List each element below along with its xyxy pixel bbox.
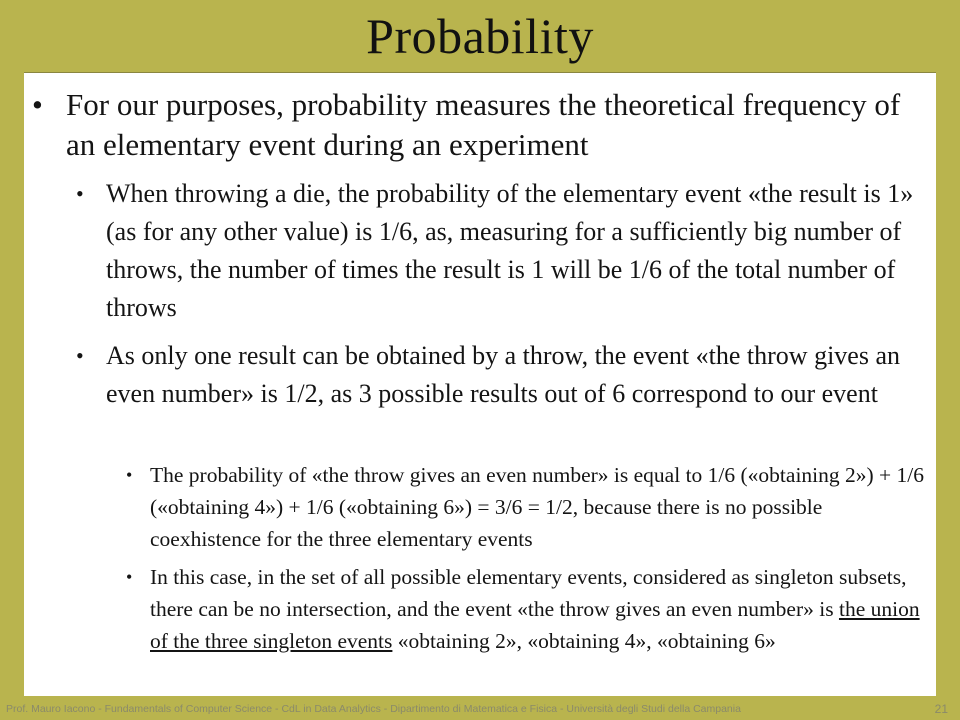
- bullet-main: [32, 85, 912, 165]
- bullet-dot: •: [76, 181, 84, 206]
- content-panel: [24, 72, 936, 696]
- slide-title: Probability: [366, 8, 594, 64]
- bullet-sum: [126, 459, 931, 555]
- bullet-union-text: [126, 561, 936, 657]
- bullet-even: [76, 337, 936, 413]
- bullet-main-text: For our purposes, probability measures the theoretical frequency of an elementary event during an experiment: [66, 87, 901, 162]
- bullet-dot: •: [76, 343, 84, 368]
- footer-text: Prof. Mauro Iacono - Fundamentals of Computer Science - CdL in Data Analytics - Dipartimento di Matematica e Fisica - Università degli Studi della Campania: [6, 703, 741, 715]
- bullet-die: [76, 175, 936, 327]
- bullet-dot: •: [32, 87, 43, 122]
- bullet-dot: •: [126, 465, 133, 485]
- union-text-before: In this case, in the set of all possible elementary events, considered as singleton subsets, there can be no intersection, and the event «the throw gives an even number» is: [150, 565, 907, 621]
- page-number: 21: [934, 702, 948, 716]
- bullet-sum-text: The probability of «the throw gives an even number» is equal to 1/6 («obtaining 2») + 1/6 («obtaining 4») + 1/6 («obtaining 6») = 3/6 = 1/2, because there is no possible coexhistence for the three elementary events: [150, 463, 925, 551]
- bullet-dot: •: [126, 567, 133, 587]
- union-underlined-text: the union of the three singleton events: [150, 597, 920, 653]
- union-text-after: «obtaining 2», «obtaining 4», «obtaining 6»: [392, 629, 776, 653]
- bullet-union: [126, 561, 936, 657]
- bullet-even-text: As only one result can be obtained by a throw, the event «the throw gives an even number» is 1/2, as 3 possible results out of 6 correspond to our event: [106, 341, 900, 408]
- bullet-die-text: When throwing a die, the probability of the elementary event «the result is 1» (as for any other value) is 1/6, as, measuring for a sufficiently big number of throws, the number of times the result is 1 will be 1/6 of the total number of throws: [106, 179, 914, 322]
